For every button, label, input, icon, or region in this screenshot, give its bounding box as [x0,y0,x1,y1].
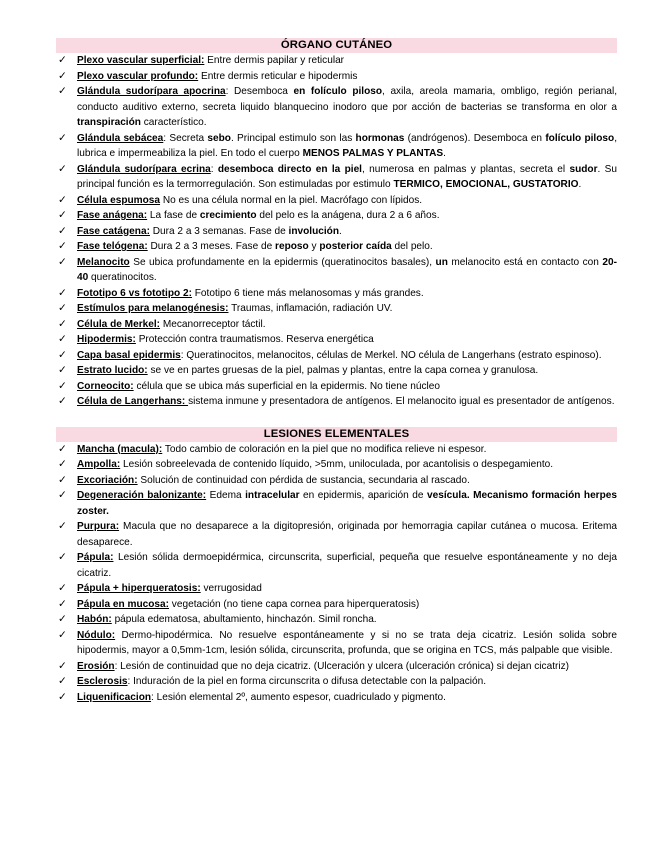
item-text: : Induración de la piel en forma circunscrita o difusa detectable con la palpación. [127,676,487,687]
list-item [56,162,617,193]
item-term: Célula de Langerhans: [77,396,189,407]
item-term: Glándula sebácea [77,132,164,144]
list-item [56,473,617,489]
item-text: Traumas, inflamación, radiación UV. [228,303,393,314]
checkmark-icon: ✓ [58,659,67,672]
list-item [56,131,617,162]
item-text: Dura 2 a 3 semanas. Fase de [149,225,289,237]
bold-text: 20-40 [77,256,617,283]
bold-text: involución [288,225,339,237]
item-text: . [578,179,582,190]
checkmark-icon: ✓ [58,613,67,625]
item-text: Dermo-hipodérmica. No resuelve espontáneamente y si no se trata deja cicatriz. Lesión solida sobre hipodermis, mayor a 0,5mm-1cm, lesión sólida, circunscrita, profunda, que se origina en TCS, más palpable que visible. [77,629,617,656]
item-term: Pápula + hiperqueratosis: [77,583,201,594]
list-item [56,659,617,675]
checkmark-icon: ✓ [58,489,67,501]
bold-text: folículo piloso [545,132,615,144]
item-text: , lubrica e impermeabiliza la piel. En todo el cuerpo [77,132,617,159]
item-text: sistema inmune y presentadora de antígenos. El melanocito igual es presentador de antígenos. [188,396,615,407]
list-item [56,674,617,690]
list-item [56,84,617,131]
bold-text: MENOS PALMAS Y PLANTAS [302,148,444,159]
item-term: Liquenificacion [77,691,152,703]
item-term: Célula de Merkel: [77,318,161,330]
item-text: : Queratinocitos, melanocitos, células de Merkel. NO célula de Langerhans (estrato espinoso). [180,349,602,361]
item-term: Melanocito [77,256,130,268]
item-text: . Principal estimulo son las [230,132,356,144]
bold-text: crecimiento [199,210,257,221]
item-text: Entre dermis reticular e hipodermis [198,70,358,82]
item-text: Macula que no desaparece a la digitopresión, originada por hemorragia capilar cutánea o mucosa. Eritema desaparece. [77,521,617,548]
item-text: vegetación (no tiene capa cornea para hiperqueratosis) [169,598,420,610]
bold-text: TERMICO, EMOCIONAL, GUSTATORIO [393,179,579,190]
item-term: Purpura: [77,521,120,532]
item-term: Fase anágena: [77,210,148,221]
item-text: pápula edematosa, abultamiento, hinchazón. Simil roncha. [111,614,377,625]
item-text: : [210,163,218,175]
organo-cutaneo-list [56,53,617,410]
list-item [56,193,617,209]
list-item [56,317,617,333]
item-text: Lesión sólida dermoepidérmica, circunscrita, superficial, pequeña que resuelve espontáneamente y no deja cicatriz. [77,552,617,579]
bold-text: hormonas [355,132,405,144]
item-text: : Lesión de continuidad que no deja cicatriz. (Ulceración y ulcera (ulceración crónica) si dejan cicatriz) [114,660,570,672]
item-text: Dura 2 a 3 meses. Fase de [147,241,276,252]
checkmark-icon: ✓ [58,131,67,144]
item-text: La fase de [147,210,200,221]
item-term: Erosión [77,660,115,672]
item-text: No es una célula normal en la piel. Macrófago con lípidos. [160,194,423,206]
item-text: Entre dermis papilar y reticular [204,55,345,66]
item-text: en epidermis, aparición de [299,490,427,501]
list-item [56,519,617,550]
bold-text: un [435,256,448,268]
checkmark-icon: ✓ [58,675,67,687]
list-item [56,628,617,659]
item-text: verrugosidad [200,583,262,594]
item-term: Célula espumosa [77,194,161,206]
item-term: Estímulos para melanogénesis: [77,303,229,314]
checkmark-icon: ✓ [58,209,67,221]
item-term: Habón: [77,614,112,625]
item-text: Todo cambio de coloración en la piel que no modifica relieve ni espesor. [162,443,487,455]
item-term: Ampolla: [77,459,121,470]
checkmark-icon: ✓ [58,597,67,610]
item-text: Edema [206,490,246,501]
item-term: Nódulo: [77,629,116,641]
item-text: melanocito está en contacto con [447,256,603,268]
item-term: Plexo vascular superficial: [77,55,205,66]
item-term: Glándula sudorípara apocrina [77,86,226,97]
item-term: Esclerosis [77,676,128,687]
item-term: Hipodermis: [77,334,136,345]
item-text: , numerosa en palmas y plantas, secreta el [362,163,570,175]
list-item [56,208,617,224]
list-item [56,690,617,706]
bold-text: intracelular [245,490,300,501]
checkmark-icon: ✓ [58,442,67,455]
item-text: del pelo es la anágena, dura 2 a 6 años. [256,210,440,221]
list-item [56,332,617,348]
list-item [56,286,617,302]
checkmark-icon: ✓ [58,85,67,97]
checkmark-icon: ✓ [58,162,67,175]
list-item [56,348,617,364]
checkmark-icon: ✓ [58,364,67,376]
list-item [56,597,617,613]
bold-text: sudor [569,163,598,175]
item-text: se ve en partes gruesas de la piel, palmas y plantas, entre la capa cornea y granulosa. [147,365,539,376]
item-term: Fase telógena: [77,241,148,252]
item-text: : Secreta [163,132,208,144]
list-item [56,394,617,410]
item-term: Estrato lucido: [77,365,148,376]
checkmark-icon: ✓ [58,379,67,392]
item-text: y [308,241,320,252]
list-item [56,442,617,458]
item-term: Mancha (macula): [77,443,163,455]
checkmark-icon: ✓ [58,395,67,407]
item-term: Pápula: [77,552,114,563]
item-text: . Su principal función es la termorregulación. Son estimuladas por estimulo [77,163,617,190]
list-item [56,224,617,240]
bold-text: vesícula. Mecanismo formación herpes zoster. [77,490,617,517]
checkmark-icon: ✓ [58,317,67,330]
checkmark-icon: ✓ [58,690,67,703]
section-title-lesiones-elementales: LESIONES ELEMENTALES [56,427,617,442]
checkmark-icon: ✓ [58,240,67,252]
checkmark-icon: ✓ [58,193,67,206]
checkmark-icon: ✓ [58,54,67,66]
item-text: característico. [140,117,207,128]
checkmark-icon: ✓ [58,628,67,641]
item-term: Degeneración balonizante: [77,490,207,501]
list-item [56,53,617,69]
checkmark-icon: ✓ [58,333,67,345]
list-item [56,488,617,519]
item-text: (andrógenos). Desemboca en [404,132,546,144]
checkmark-icon: ✓ [58,551,67,563]
item-text: Mecanorreceptor táctil. [160,318,266,330]
bold-text: reposo [275,241,309,252]
list-item [56,457,617,473]
checkmark-icon: ✓ [58,520,67,532]
checkmark-icon: ✓ [58,473,67,486]
item-text: del pelo. [391,241,433,252]
list-item [56,69,617,85]
item-text: : Lesión elemental 2º, aumento espesor, cuadriculado y pigmento. [151,691,446,703]
item-text: Solución de continuidad con pérdida de sustancia, secundaria al rascado. [137,474,470,486]
item-term: Excoriación: [77,474,138,486]
checkmark-icon: ✓ [58,255,67,268]
item-term: Corneocito: [77,380,134,392]
checkmark-icon: ✓ [58,286,67,299]
list-item [56,301,617,317]
checkmark-icon: ✓ [58,582,67,594]
checkmark-icon: ✓ [58,69,67,82]
checkmark-icon: ✓ [58,458,67,470]
checkmark-icon: ✓ [58,224,67,237]
document-page [56,38,617,705]
item-text: , axila, areola mamaria, ombligo, región perianal, conducto auditivo externo, secreta liquido blanquecino inodoro que por acción de bacterias se transforma en olor a [77,86,618,113]
item-text: Se ubica profundamente en la epidermis (queratinocitos basales), [129,256,436,268]
list-item [56,550,617,581]
item-text: célula que se ubica más superficial en la epidermis. No tiene núcleo [133,380,440,392]
item-text: : Desemboca [225,86,294,97]
list-item [56,379,617,395]
list-item [56,612,617,628]
section-title-organo-cutaneo: ÓRGANO CUTÁNEO [56,38,617,53]
bold-text: en folículo piloso [293,86,383,97]
item-term: Fase catágena: [77,225,150,237]
item-text: queratinocitos. [88,272,157,283]
list-item [56,581,617,597]
lesiones-elementales-list [56,442,617,706]
item-text: Protección contra traumatismos. Reserva energética [135,334,374,345]
item-text: . [339,225,342,237]
bold-text: sebo [207,132,231,144]
list-item [56,363,617,379]
bold-text: posterior caída [319,241,392,252]
list-item [56,255,617,286]
item-text: Lesión sobreelevada de contenido líquido, >5mm, uniloculada, por acantolisis o despegamiento. [120,459,554,470]
checkmark-icon: ✓ [58,302,67,314]
bold-text: desemboca directo en la piel [217,163,362,175]
item-text: Fototipo 6 tiene más melanosomas y más grandes. [191,287,424,299]
item-term: Pápula en mucosa: [77,598,169,610]
item-term: Plexo vascular profundo: [77,70,199,82]
item-term: Capa basal epidermis [77,349,181,361]
item-term: Fototipo 6 vs fototipo 2: [77,287,192,299]
checkmark-icon: ✓ [58,348,67,361]
item-term: Glándula sudorípara ecrina [77,163,211,175]
list-item [56,239,617,255]
item-text: . [443,148,446,159]
bold-text: transpiración [77,117,141,128]
